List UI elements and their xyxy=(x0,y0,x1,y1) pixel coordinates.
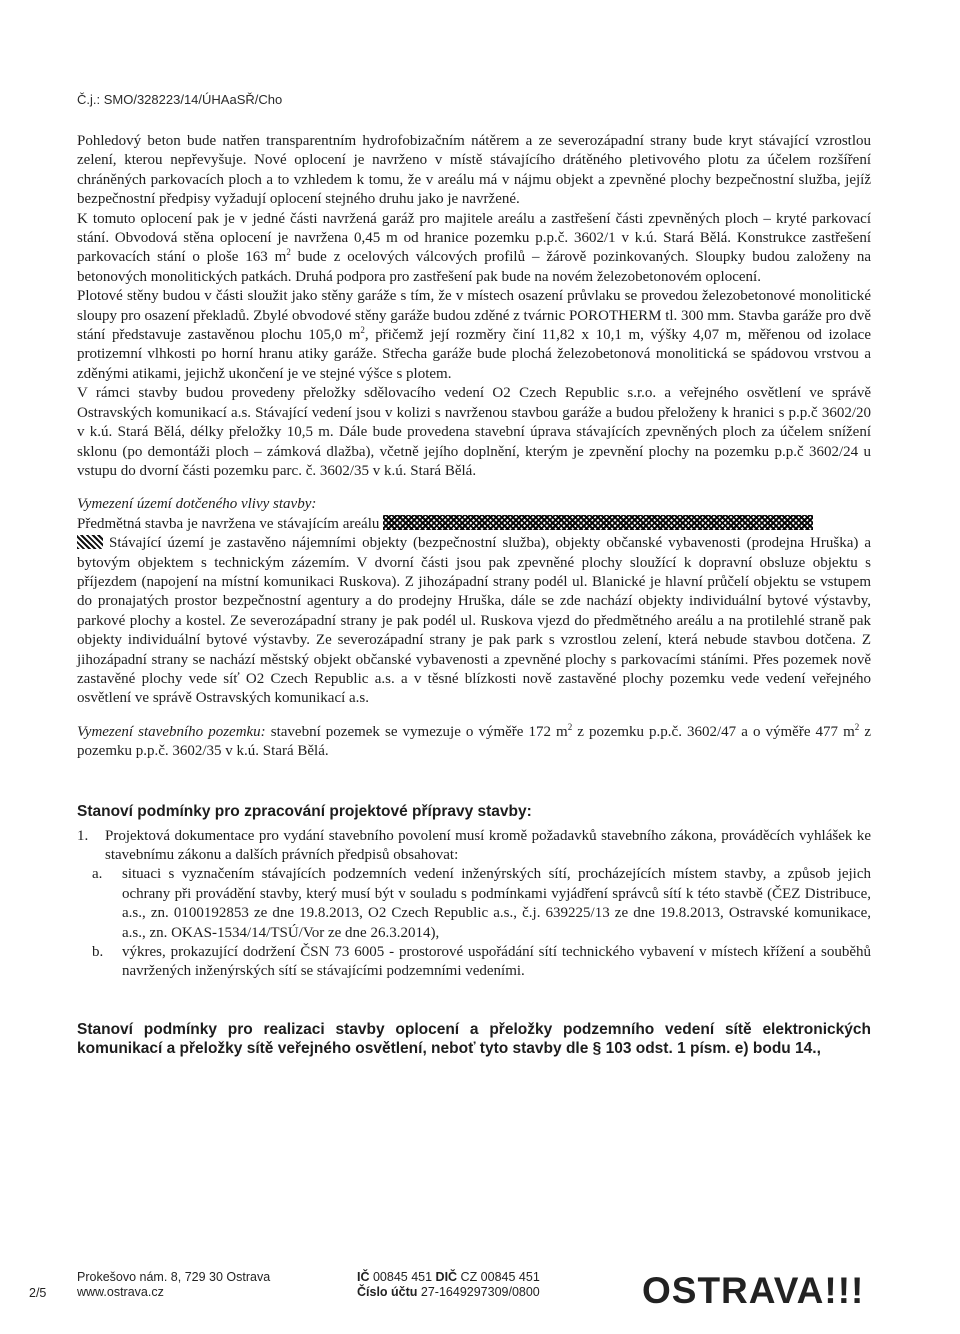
document-body xyxy=(77,132,871,1058)
footer-account: Číslo účtu 27-1649297309/0800 xyxy=(357,1285,540,1299)
page-footer xyxy=(0,1270,960,1310)
condition-subitem-a: a. situaci s vyznačením stávajících podzemních vedení inženýrských sítí, procházejících místem stavby, a způsob jejich ochrany při provádění stavby, který musí být v souladu s podmínkami vyjádření správců sítí k této stavbě (ČEZ Distribuce, a.s., zn. 0100192853 ze dne 19.8.2013, O2 Czech Republic a.s., č.j. 639225/13 ze dne 19.8.2013, Ostravské komunikace, a.s., zn. OKAS-1534/14/TSÚ/Vor ze dne 26.3.2014), xyxy=(92,866,871,941)
heading-project-preparation: Stanoví podmínky pro zpracování projektové přípravy stavby: xyxy=(77,802,532,820)
paragraph-walls: Plotové stěny budou v části sloužit jako stěny garáže s tím, že v místech osazení průvlaku se provedou železobetonové monolitické sloupy pro osazení překladů. Zbylé obvodové stěny garáže budou zděné z tvárnic POROTHERM tl. 300 mm. Stavba garáže pro dvě stání představuje zastavěnou plochu 105,0 $m^2$, přičemž její rozměry činí 11,82 x 10,1 m, výšky 4,07 m, měřenou od izolace protizemní vlhkosti po horní hranu atiky garáže. Střecha garáže bude plochá železobetonová monolitická se spádovou vrstvou a zděnými atikami, jejichž ukončení je ve stejné výšce s plotem. xyxy=(77,288,871,382)
ostrava-logo: OSTRAVA!!! xyxy=(642,1270,865,1311)
condition-text: Projektová dokumentace pro vydání stavebního povolení musí kromě požadavků stavebního zákona, prováděcích vyhlášek ke stavebnímu zákonu a dalších právních předpisů obsahovat: xyxy=(105,827,871,863)
paragraph-impact-area: Předmětná stavba je navržena ve stávajícím areálu Stávající území je zastavěno nájemními objekty (bezpečnostní služba), objekty občanské vybavenosti (prodejna Hruška) a bytovým objektem s technickým zázemím. V dvorní části jsou pak zpevněné plochy sloužící k dopravní obsluze objektu s příjezdem (napojení na místní komunikaci Ruskova). Z jihozápadní strany podél ul. Blanické je hlavní průčelí objektu se vstupem do pronajatých prostor bezpečnostní agentury a do prodejny Hruška, dále se zde nachází objekty individuální bytové výstavby, parkové plochy a kostel. Ze severozápadní strany je pak podél ul. Ruskova vjezd do předmětného areálu a na protilehlé straně pak objekty individuální bytové výstavby. Ze severozápadní strany je pak park s vzrostlou zelení, která nebude stavbou dotčena. Z jihozápadní strany se nachází městský objekt občanské vybavenosti a zpevněné plochy s parkovacími stáními. Přes pozemek nově zastavěné plochy vede síť O2 Czech Republic a.s. a v těsné blízkosti nově zastavěné plochy pozemku vede vedení veřejného osvětlení ve správě Ostravských komunikací a.s. xyxy=(77,515,871,707)
heading-realization-conditions: Stanoví podmínky pro realizaci stavby oplocení a přeložky podzemního vedení sítě elektronických komunikací a přeložky sítě veřejného osvětlení, neboť tyto stavby dle § 103 odst. 1 písm. e) bodu 14., xyxy=(77,1020,871,1057)
footer-address: Prokešovo nám. 8, 729 30 Ostrava xyxy=(77,1270,271,1284)
paragraph-relocation: V rámci stavby budou provedeny přeložky sdělovacího vedení O2 Czech Republic s.r.o. a veřejného osvětlení ve správě Ostravských komunikací a.s. Stávající vedení jsou v kolizi s navrženou stavbou garáže a budou přeloženy k hranici s p.p.č 3602/20 v k.ú. Stará Bělá, délky přeložky 10,5 m. Dále bude provedena stavební úprava stávajících zpevněných ploch za účelem snížení sklonu (po demontáži ploch – zámková dlažba), včetně jejího doplnění, kterým je zpevnění plochy na pozemku p.p.č 3602/24 u vstupu do dvorní části pozemku parc. č. 3602/35 v k.ú. Stará Bělá. xyxy=(77,385,871,479)
condition-number: 1. xyxy=(77,827,89,844)
condition-subitem-b: b. výkres, prokazující dodržení ČSN 73 6005 - prostorové uspořádání sítí technického vybavení v místech křížení a souběhů navržených inženýrských sítí se stávajícími podzemními vedeními. xyxy=(92,944,871,980)
paragraph-material: Pohledový beton bude natřen transparentním hydrofobizačním nátěrem a ze severozápadní strany bude kryt stávající vzrostlou zelení, kterou nepřevyšuje. Nové oplocení je navrženo v místě stávajícího drátěného pletivového plotu za účelem rozšíření chráněných parkovacích ploch a to vzhledem k tomu, že v areálu má v nájmu objekt a zpevněné plochy bezpečnostní služba, jejíž bezpečnostní předpisy vyžadují oplocení stejného druhu jako je navržené. xyxy=(77,133,871,208)
footer-website[interactable]: www.ostrava.cz xyxy=(77,1285,164,1299)
page-number: 2/5 xyxy=(29,1286,47,1300)
paragraph-building-plot: Vymezení stavebního pozemku: stavební pozemek se vymezuje o výměře 172 $m^2$ z pozemku p.p.č. 3602/47 a o výměře 477 $m^2$ z pozemku p.p.č. 3602/35 v k.ú. Stará Bělá. xyxy=(77,721,871,760)
paragraph-garage: K tomuto oplocení pak je v jedné části navržená garáž pro majitele areálu a zastřešení části zpevněných ploch – kryté parkovací stání. Obvodová stěna oplocení je navržena 0,45 m od hranice pozemku p.p.č. 3602/1 v k.ú. Stará Bělá. Konstrukce zastřešení parkovacích stání o ploše 163 $m^2$ bude z ocelových válcových profilů – žárově pozinkovaných. Sloupky budou založeny na betonových monolitických patkách. Druhá podpora pro zastřešení pak bude na novém železobetonovém oplocení. xyxy=(77,210,871,285)
section-title-impact-area: Vymezení území dotčeného vlivy stavby: xyxy=(77,496,317,513)
redaction-mark-small xyxy=(77,535,103,549)
document-reference: Č.j.: SMO/328223/14/ÚHAaSŘ/Cho xyxy=(77,92,283,107)
redaction-mark xyxy=(383,515,813,530)
footer-ids: IČ 00845 451 DIČ CZ 00845 451 xyxy=(357,1270,540,1284)
condition-item xyxy=(77,827,871,982)
